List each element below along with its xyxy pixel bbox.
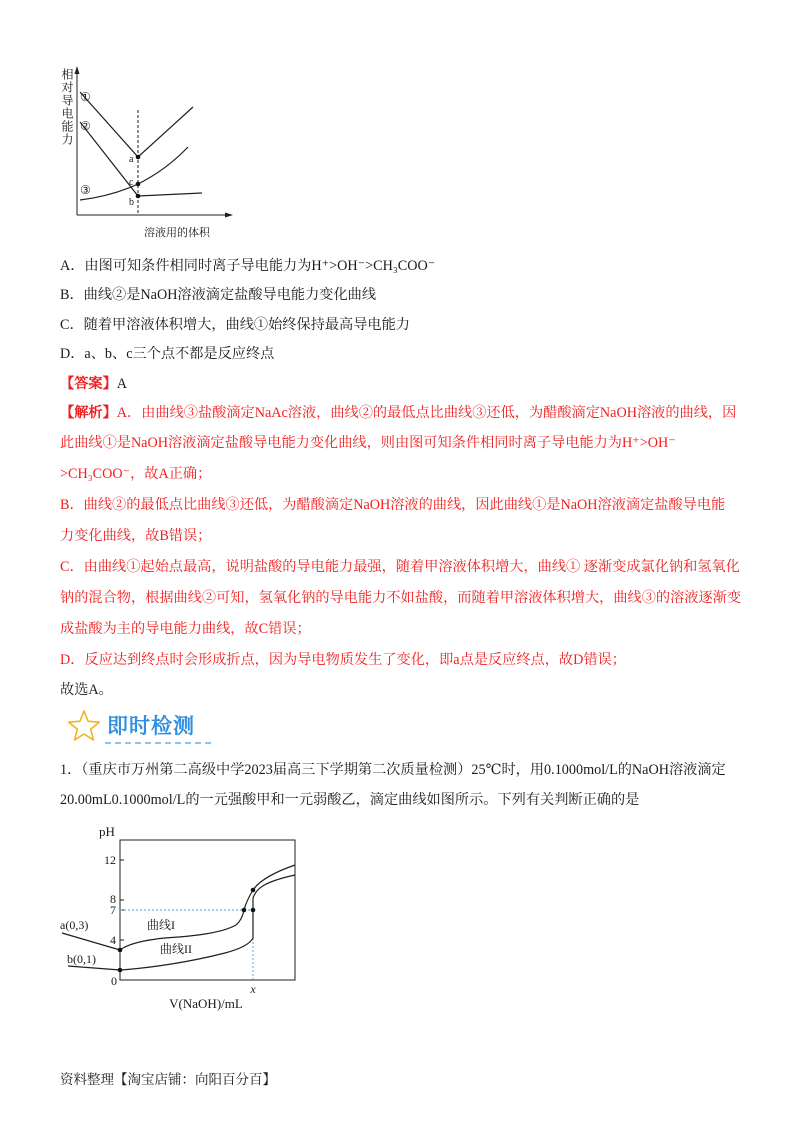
point-b	[118, 968, 123, 973]
y-axis-label: pH	[99, 824, 115, 839]
answer-line	[60, 374, 127, 394]
option-b: B．曲线②是NaOH溶液滴定盐酸导电能力变化曲线	[60, 287, 377, 303]
curve-2	[80, 122, 202, 196]
analysis-text: A．由曲线③盐酸滴定NaAc溶液，曲线②的最低点比曲线③还低，为醋酸滴定NaOH溶液的曲线，因	[116, 405, 737, 421]
x-axis-label: 溶液用的体积	[144, 227, 210, 239]
option-a: A．由图可知条件相同时离子导电能力为H⁺>OH⁻>CH₃COO⁻	[60, 258, 436, 274]
tick-label: 12	[104, 853, 116, 867]
x-marker: x	[250, 982, 256, 996]
option-d: D．a、b、c三个点不都是反应终点	[60, 346, 275, 362]
curve-i	[120, 865, 295, 950]
analysis-line: D．反应达到终点时会形成折点，因为导电物质发生了变化，即a点是反应终点，故D错误；	[60, 652, 626, 668]
section-title: 即时检测	[107, 714, 195, 738]
curve-1-label: ①	[80, 90, 91, 104]
tick-label: 8	[110, 892, 116, 906]
curve-1	[80, 92, 193, 157]
section-underline	[105, 742, 211, 744]
question-line: 1．（重庆市万州第二高级中学2023届高三下学期第二次质量检测）25℃时，用0.1000mol/L的NaOH溶液滴定	[60, 762, 726, 778]
point-c-label: c	[129, 177, 134, 188]
question-line: 20.00mL0.1000mol/L的一元强酸甲和一元弱酸乙，滴定曲线如图所示。下列有关判断正确的是	[60, 792, 640, 808]
star-icon	[60, 705, 110, 750]
plot-frame	[120, 840, 295, 980]
point-b	[136, 194, 141, 199]
x-axis-arrow	[225, 213, 233, 218]
tick-label: 7	[110, 903, 116, 917]
tick-label: 4	[110, 933, 116, 947]
curve-i-ph7-point	[242, 908, 247, 913]
curve-ii-label: 曲线II	[160, 942, 192, 956]
point-a	[136, 155, 141, 160]
conductivity-diagram	[50, 60, 240, 245]
analysis-line: >CH₃COO⁻，故A正确；	[60, 466, 212, 482]
analysis-line: 此曲线①是NaOH溶液滴定盐酸导电能力变化曲线，则由图可知条件相同时离子导电能力为H⁺>OH⁻	[60, 435, 676, 451]
conclusion: 故选A。	[60, 682, 113, 698]
start-point-a-label: a(0,3)	[60, 918, 89, 932]
answer-value: A	[116, 376, 128, 392]
analysis-line: 成盐酸为主的导电能力曲线，故C错误；	[60, 621, 311, 637]
analysis-line	[60, 403, 736, 423]
curve-3-label: ③	[80, 183, 91, 197]
titration-diagram	[50, 815, 310, 1015]
y-axis-label: 相对导电能力	[60, 68, 74, 146]
point-a-label: a	[129, 154, 134, 165]
analysis-line: B．曲线②的最低点比曲线③还低，为醋酸滴定NaOH溶液的曲线，因此曲线①是NaOH溶液滴定盐酸导电能	[60, 497, 726, 513]
footer: 资料整理【淘宝店铺：向阳百分百】	[60, 1072, 276, 1087]
curve-ii-equivalence-point	[251, 908, 256, 913]
analysis-line: 钠的混合物，根据曲线②可知，氢氧化钠的导电能力不如盐酸，而随着甲溶液体积增大，曲线③的溶液逐渐变	[60, 590, 742, 606]
curve-2-label: ②	[80, 119, 91, 133]
start-point-b-label: b(0,1)	[67, 952, 96, 966]
tick-label: 0	[111, 974, 117, 988]
analysis-tag: 【解析】	[60, 405, 117, 421]
option-c: C．随着甲溶液体积增大，曲线①始终保持最高导电能力	[60, 317, 410, 333]
curve-i-equivalence-point	[251, 888, 256, 893]
start-point-b-leader	[68, 966, 120, 970]
point-a	[118, 948, 123, 953]
point-b-label: b	[129, 197, 134, 208]
curve-i-label: 曲线I	[147, 918, 175, 932]
y-axis-arrow	[75, 66, 80, 74]
answer-tag: 【答案】	[60, 376, 117, 392]
point-c	[136, 182, 141, 187]
analysis-line: 力变化曲线，故B错误；	[60, 528, 212, 544]
x-axis-label: V(NaOH)/mL	[169, 996, 243, 1011]
curve-3	[80, 147, 188, 200]
analysis-line: C．由曲线①起始点最高，说明盐酸的导电能力最强，随着甲溶液体积增大，曲线① 逐渐变成氯化钠和氢氧化	[60, 559, 740, 575]
